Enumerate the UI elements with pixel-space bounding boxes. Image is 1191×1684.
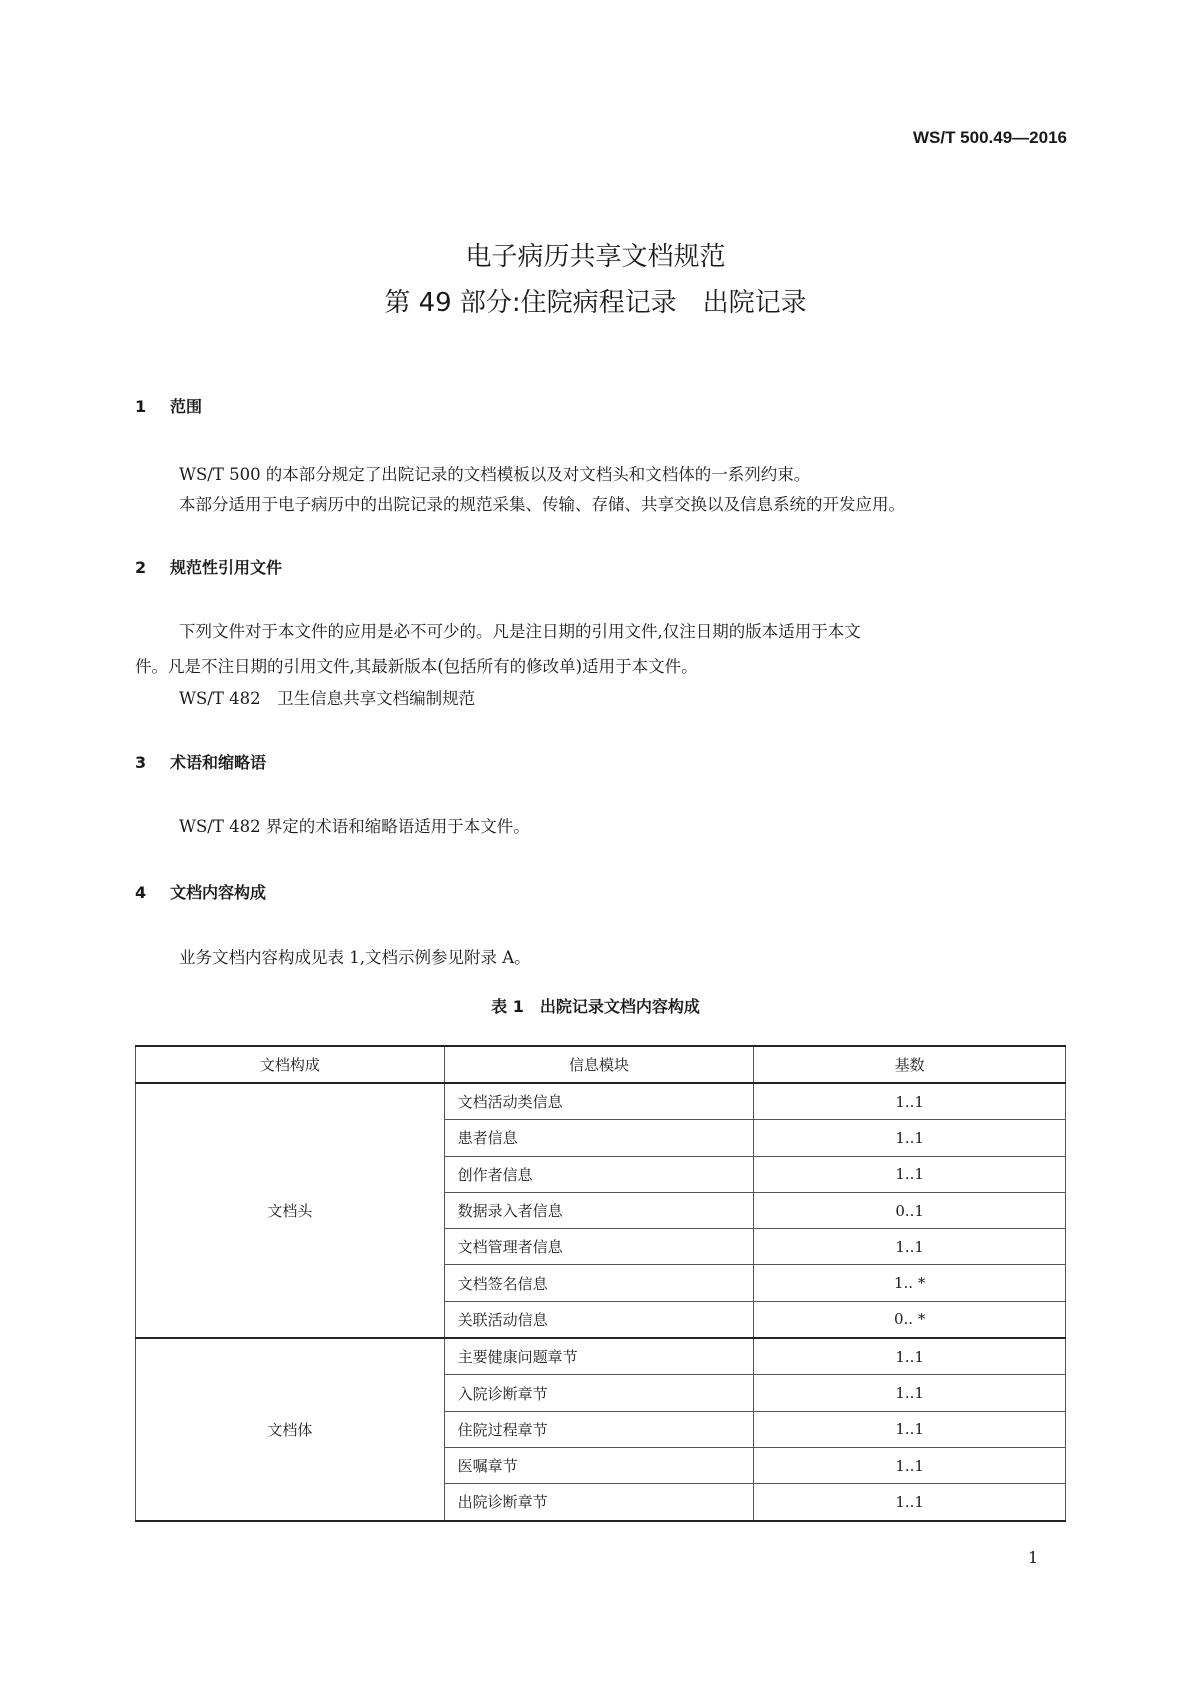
- module-cell: 创作者信息: [444, 1156, 754, 1192]
- module-cell: 医嘱章节: [444, 1447, 754, 1483]
- cardinality-cell: 0..1: [754, 1192, 1066, 1228]
- cardinality-cell: 1..1: [754, 1338, 1066, 1375]
- cardinality-cell: 1..1: [754, 1120, 1066, 1156]
- module-cell: 数据录入者信息: [444, 1192, 754, 1228]
- column-header: 基数: [754, 1046, 1066, 1083]
- section-1-para: 本部分适用于电子病历中的出院记录的规范采集、传输、存储、共享交换以及信息系统的开发应用。: [179, 495, 905, 514]
- module-cell: 主要健康问题章节: [444, 1338, 754, 1375]
- module-cell: 出院诊断章节: [444, 1484, 754, 1521]
- group-cell: 文档体: [136, 1338, 445, 1520]
- module-cell: 患者信息: [444, 1120, 754, 1156]
- section-1-para: WS/T 500 的本部分规定了出院记录的文档模板以及对文档头和文档体的一系列约束。: [179, 465, 811, 484]
- cardinality-cell: 1..1: [754, 1229, 1066, 1265]
- cardinality-cell: 0.. *: [754, 1301, 1066, 1338]
- module-cell: 住院过程章节: [444, 1411, 754, 1447]
- module-cell: 文档活动类信息: [444, 1083, 754, 1120]
- cardinality-cell: 1..1: [754, 1484, 1066, 1521]
- module-cell: 入院诊断章节: [444, 1375, 754, 1411]
- document-subtitle: 第 49 部分:住院病程记录 出院记录: [384, 288, 807, 318]
- group-cell: 文档头: [136, 1083, 445, 1338]
- cardinality-cell: 1..1: [754, 1156, 1066, 1192]
- content-table: [135, 1045, 1066, 1522]
- section-3-para: WS/T 482 界定的术语和缩略语适用于本文件。: [179, 817, 530, 836]
- cardinality-cell: 1..1: [754, 1447, 1066, 1483]
- column-header: 信息模块: [444, 1046, 754, 1083]
- cardinality-cell: 1..1: [754, 1083, 1066, 1120]
- cardinality-cell: 1..1: [754, 1375, 1066, 1411]
- module-cell: 关联活动信息: [444, 1301, 754, 1338]
- table-row: [136, 1338, 1066, 1375]
- section-4-heading: 4 文档内容构成: [135, 883, 267, 902]
- cardinality-cell: 1..1: [754, 1411, 1066, 1447]
- table-row: [136, 1083, 1066, 1120]
- module-cell: 文档管理者信息: [444, 1229, 754, 1265]
- section-1-heading: 1 范围: [135, 397, 203, 416]
- page-number: 1: [1028, 1548, 1039, 1567]
- section-2-para: 下列文件对于本文件的应用是必不可少的。凡是注日期的引用文件,仅注日期的版本适用于本文: [179, 622, 861, 641]
- cardinality-cell: 1.. *: [754, 1265, 1066, 1301]
- section-3-heading: 3 术语和缩略语: [135, 753, 267, 772]
- section-4-para: 业务文档内容构成见表 1,文档示例参见附录 A。: [179, 948, 531, 967]
- section-2-para: 件。凡是不注日期的引用文件,其最新版本(包括所有的修改单)适用于本文件。: [135, 657, 698, 676]
- section-2-heading: 2 规范性引用文件: [135, 558, 283, 577]
- table-header-row: [136, 1046, 1066, 1083]
- module-cell: 文档签名信息: [444, 1265, 754, 1301]
- table-caption: 表 1 出院记录文档内容构成: [491, 997, 700, 1016]
- column-header: 文档构成: [136, 1046, 445, 1083]
- standard-code: WS/T 500.49—2016: [912, 128, 1067, 147]
- document-title: 电子病历共享文档规范: [465, 242, 726, 272]
- section-2-reference: WS/T 482 卫生信息共享文档编制规范: [179, 689, 476, 708]
